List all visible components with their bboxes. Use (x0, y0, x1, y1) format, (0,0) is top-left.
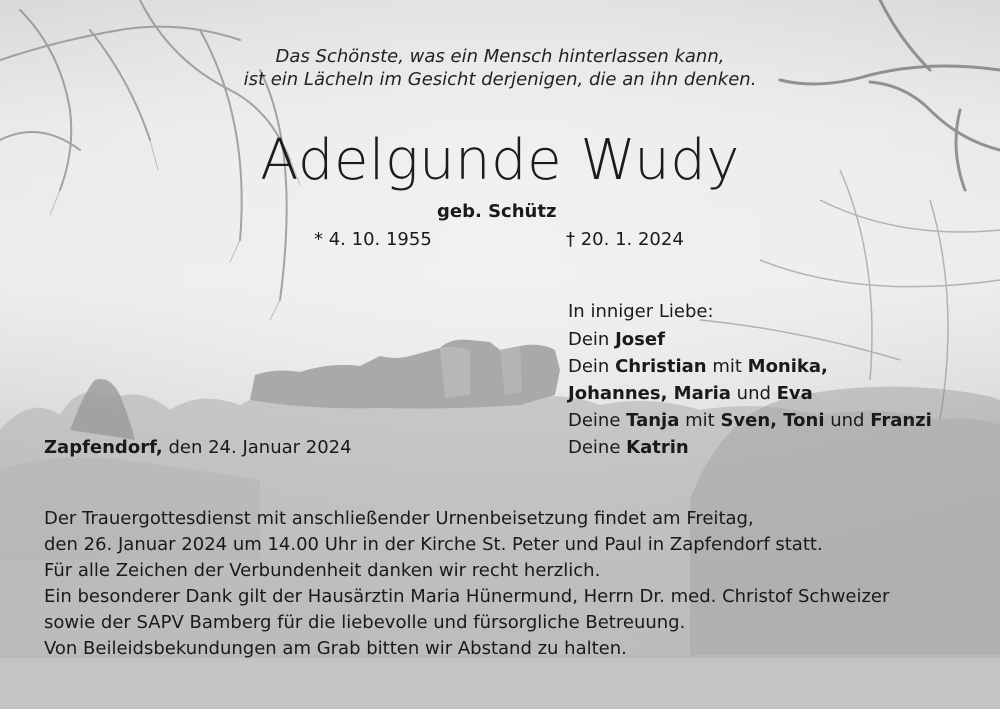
deceased-name: Adelgunde Wudy (260, 128, 740, 193)
notice-line-5: sowie der SAPV Bamberg für die liebevolle und fürsorgliche Betreuung. (44, 612, 686, 633)
quote-line-2: ist ein Lächeln im Gesicht derjenigen, die an ihn denken. (243, 69, 757, 90)
mourner-line-2-part-3: mit (706, 356, 748, 377)
mourner-line-4-part-1: Deine (568, 410, 627, 431)
mourner-line-4-part-6: Franzi (870, 410, 932, 431)
quote-line-1: Das Schönste, was ein Mensch hinterlassen kann, (275, 46, 725, 67)
mourner-line-4-part-2: Tanja (626, 410, 680, 431)
mourner-line-4-part-3: mit (679, 410, 721, 431)
mourner-line-5 (568, 434, 689, 461)
mourners-intro: In inniger Liebe: (568, 301, 714, 322)
mourner-line-2-part-1: Dein (568, 356, 616, 377)
notice-line-3: Für alle Zeichen der Verbundenheit danken wir recht herzlich. (44, 560, 601, 581)
mourner-line-4 (568, 407, 932, 434)
mourner-line-2-part-2: Christian (615, 356, 707, 377)
mourner-line-4-part-5: und (824, 410, 871, 431)
mourner-line-3-part-2: und (730, 383, 777, 404)
mourner-line-3 (568, 380, 813, 407)
place-date-text: den 24. Januar 2024 (162, 437, 352, 458)
death-date: † 20. 1. 2024 (566, 229, 684, 250)
notice-line-1: Der Trauergottesdienst mit anschließender Urnenbeisetzung findet am Freitag, (44, 508, 754, 529)
mourner-line-1-part-2: Josef (615, 329, 665, 350)
maiden-name: geb. Schütz (437, 201, 557, 222)
mourner-line-2 (568, 353, 828, 380)
mourner-line-4-part-4: Sven, Toni (720, 410, 825, 431)
mourner-line-2-part-4: Monika, (747, 356, 828, 377)
birth-date: * 4. 10. 1955 (314, 229, 432, 250)
mourner-line-3-part-1: Johannes, Maria (568, 383, 731, 404)
place-date (44, 434, 352, 461)
mourner-line-5-part-1: Deine (568, 437, 627, 458)
mourner-line-3-part-3: Eva (776, 383, 813, 404)
mourner-line-1-part-1: Dein (568, 329, 616, 350)
notice-line-4: Ein besonderer Dank gilt der Hausärztin Maria Hünermund, Herrn Dr. med. Christof Schweizer (44, 586, 890, 607)
mourner-line-1 (568, 326, 665, 353)
notice-line-6: Von Beileidsbekundungen am Grab bitten wir Abstand zu halten. (44, 638, 627, 659)
notice-line-2: den 26. Januar 2024 um 14.00 Uhr in der Kirche St. Peter und Paul in Zapfendorf statt. (44, 534, 823, 555)
mourner-line-5-part-2: Katrin (626, 437, 689, 458)
place-town: Zapfendorf, (44, 437, 163, 458)
